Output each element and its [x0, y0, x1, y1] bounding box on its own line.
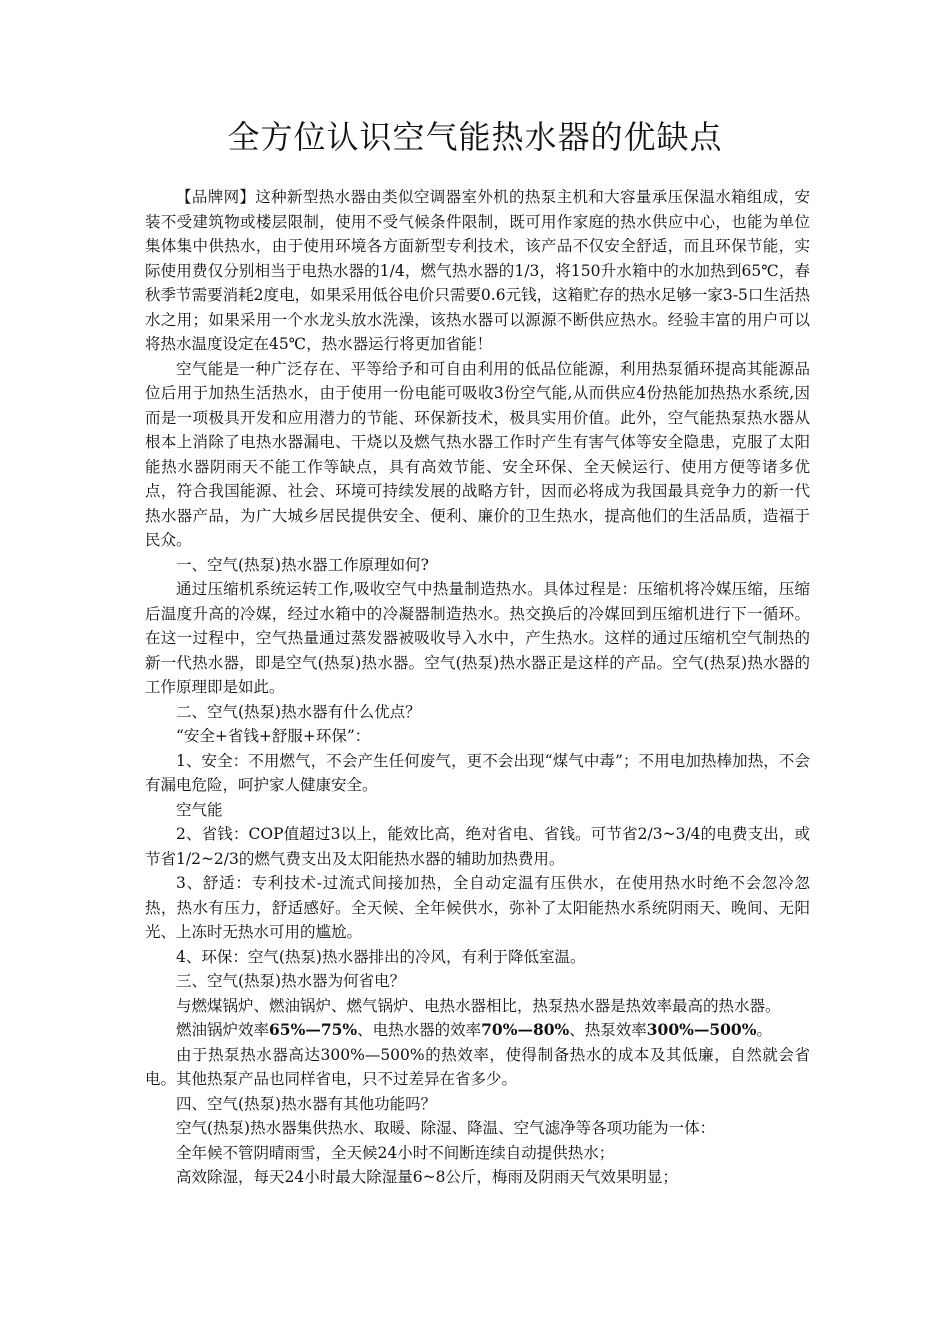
efficiency-oil: 65%—75%: [269, 1020, 358, 1039]
paragraph-environment: 4、环保：空气(热泵)热水器排出的冷风，有利于降低室温。: [176, 947, 586, 966]
paragraph-comfort: 3、舒适：专利技术-过流式间接加热，全自动定温有压供水，在使用热水时绝不会忽冷忽热，热水有压力，舒适感好。全天候、全年候供水，弥补了太阳能热水系统阴雨天、晚间、无阳光、上冻时无热水可用的尴尬。: [145, 874, 810, 941]
efficiency-heatpump: 300%—500%: [646, 1020, 757, 1039]
paragraph-slogan: “安全+省钱+舒服+环保”：: [176, 727, 371, 745]
paragraph-functions: 空气(热泵)热水器集供热水、取暖、除湿、降温、空气滤净等各项功能为一体：: [176, 1119, 716, 1137]
paragraph-saving: 2、省钱：COP值超过3以上，能效比高，绝对省电、省钱。可节省2/3~3/4的电费支出，或节省1/2~2/3的燃气费支出及太阳能热水器的辅助加热费用。: [145, 825, 810, 868]
efficiency-prefix: 燃油锅炉效率: [176, 1021, 270, 1039]
section-heading-1: 一、空气(热泵)热水器工作原理如何?: [176, 555, 429, 574]
paragraph-dehumidify: 高效除湿，每天24小时最大除湿量6~8公斤，梅雨及阴雨天气效果明显；: [176, 1168, 678, 1186]
document-body: [145, 185, 810, 1190]
section-heading-3: 三、空气(热泵)热水器为何省电？: [176, 972, 406, 990]
efficiency-electric: 70%—80%: [481, 1020, 570, 1039]
efficiency-sep1: 、电热水器的效率: [357, 1021, 482, 1039]
paragraph-intro: 【品牌网】这种新型热水器由类似空调器室外机的热泵主机和大容量承压保温水箱组成，安装不受建筑物或楼层限制，使用不受气候条件限制，既可用作家庭的热水供应中心，也能为单位集体集中供热水，由于使用环境各方面新型专利技术，该产品不仅安全舒适，而且环保节能，实际使用费仅分别相当于电热水器的1/4，燃气热水器的1/3，将150升水箱中的水加热到65℃，春秋季节需要消耗2度电，如果采用低谷电价只需要0.6元钱，这箱贮存的热水足够一家3-5口生活热水之用；如果采用一个水龙头放水洗澡，该热水器可以源源不断供应热水。经验丰富的用户可以将热水温度设定在45℃，热水器运行将更加省能！: [145, 188, 810, 353]
paragraph-air-energy: 空气能是一种广泛存在、平等给予和可自由利用的低品位能源，利用热泵循环提高其能源品位后用于加热生活热水，由于使用一份电能可吸收3份空气能,从而供应4份热能加热热水系统,因而是一项极具开发和应用潜力的节能、环保新技术，极具实用价值。此外，空气能热泵热水器从根本上消除了电热水器漏电、干烧以及燃气热水器工作时产生有害气体等安全隐患，克服了太阳能热水器阴雨天不能工作等缺点，具有高效节能、安全环保、全天候运行、使用方便等诸多优点，符合我国能源、社会、环境可持续发展的战略方针，因而必将成为我国最具竞争力的新一代热水器产品，为广大城乡居民提供安全、便利、廉价的卫生热水，提高他们的生活品质，造福于民众。: [145, 359, 810, 549]
paragraph-hot-water: 全年候不管阴晴雨雪，全天候24小时不间断连续自动提供热水；: [176, 1143, 615, 1162]
paragraph-efficiency: [145, 1018, 810, 1043]
efficiency-suffix: 。: [756, 1021, 772, 1039]
efficiency-sep2: 、热泵效率: [569, 1021, 647, 1039]
paragraph-air-energy-label: 空气能: [176, 800, 223, 819]
section-heading-4: 四、空气(热泵)热水器有其他功能吗？: [176, 1094, 437, 1113]
paragraph-why-saving: 由于热泵热水器高达300%—500%的热效率，使得制备热水的成本及其低廉，自然就会省电。其他热泵产品也同样省电，只不过差异在省多少。: [145, 1045, 810, 1088]
document-title: 全方位认识空气能热水器的优缺点: [227, 118, 723, 156]
section-heading-2: 二、空气(热泵)热水器有什么优点？: [176, 702, 421, 721]
paragraph-safety: 1、安全：不用燃气，不会产生任何废气，更不会出现“煤气中毒”；不用电加热棒加热，不会有漏电危险，呵护家人健康安全。: [145, 751, 810, 794]
paragraph-principle: 通过压缩机系统运转工作,吸收空气中热量制造热水。具体过程是：压缩机将冷媒压缩，压缩后温度升高的冷媒，经过水箱中的冷凝器制造热水。热交换后的冷媒回到压缩机进行下一循环。在这一过程中，空气热量通过蒸发器被吸收导入水中，产生热水。这样的通过压缩机空气制热的新一代热水器，即是空气(热泵)热水器。空气(热泵)热水器正是这样的产品。空气(热泵)热水器的工作原理即是如此。: [145, 580, 810, 696]
paragraph-comparison: 与燃煤锅炉、燃油锅炉、燃气锅炉、电热水器相比，热泵热水器是热效率最高的热水器。: [176, 996, 781, 1015]
